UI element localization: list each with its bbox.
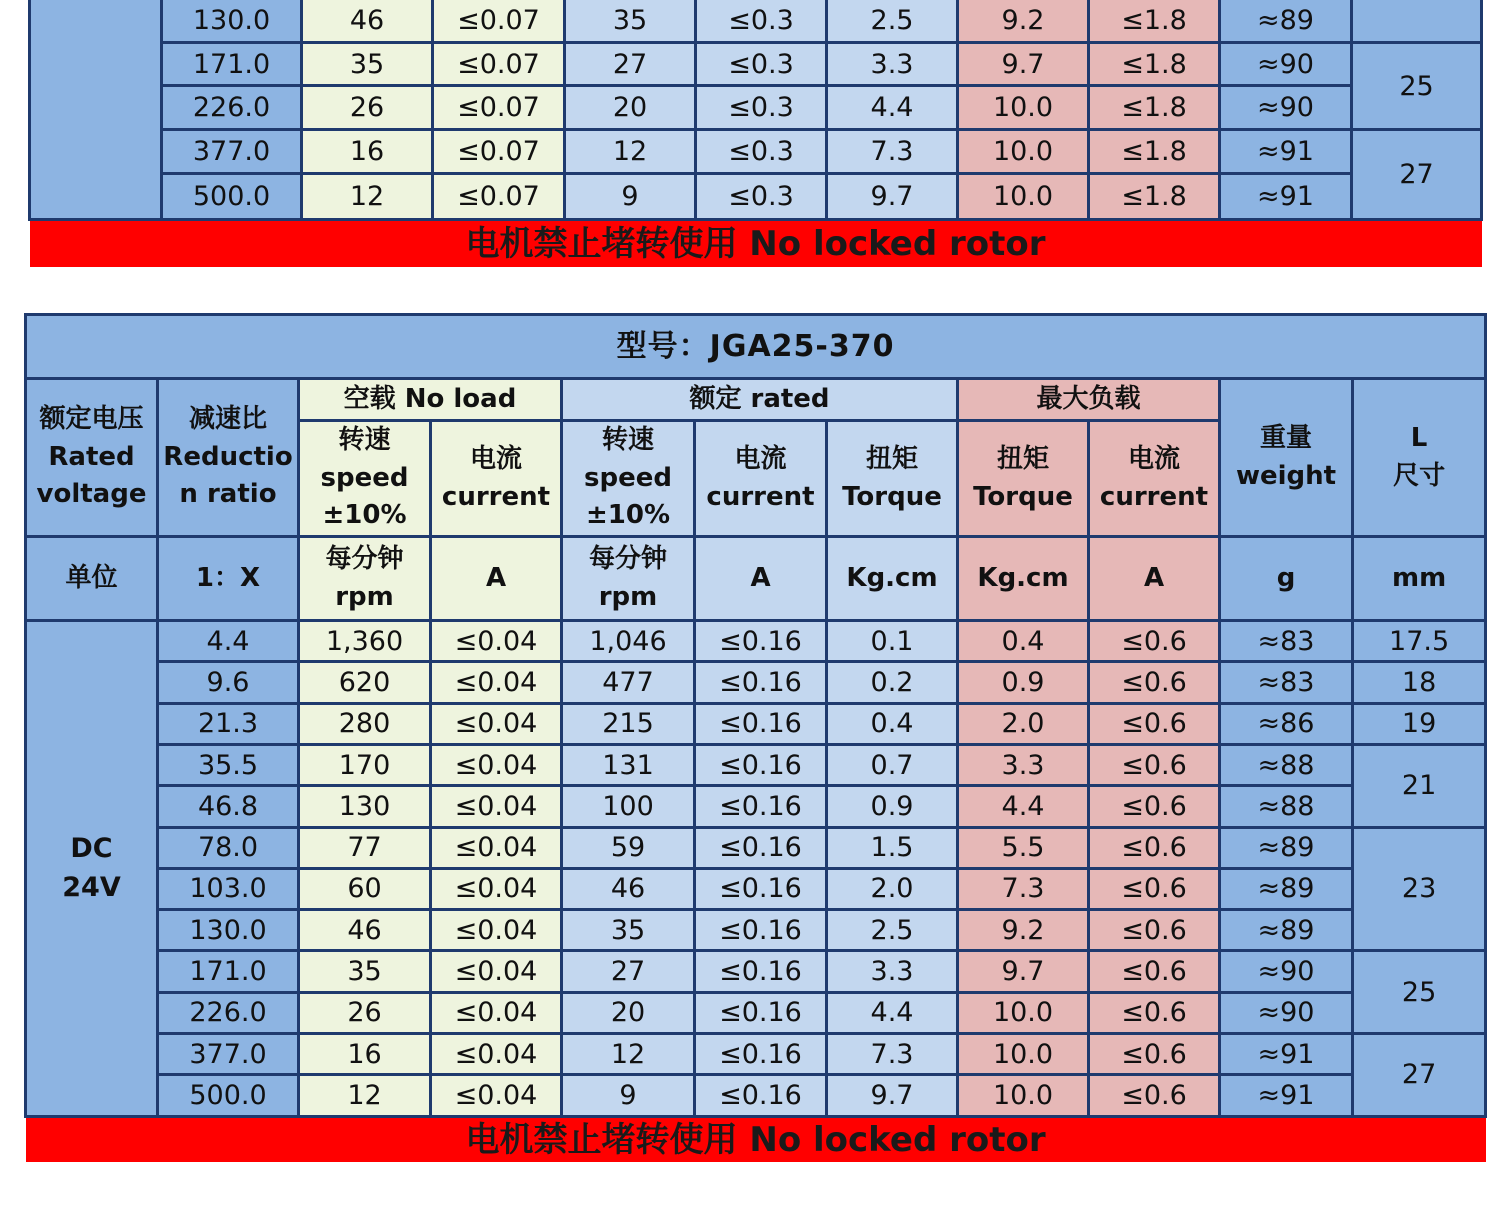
max-torque-cell: 5.5 (958, 827, 1089, 868)
rated-current-cell: ≤0.16 (695, 703, 827, 744)
unit-text: 每分钟 (325, 543, 404, 574)
length-cell: 19 (1353, 703, 1486, 744)
ratio-cell: 130.0 (162, 0, 302, 43)
length-cell: 17.5 (1353, 621, 1486, 662)
table-row (30, 86, 1482, 130)
max-torque-cell: 10.0 (958, 174, 1089, 220)
weight-cell: ≈83 (1220, 662, 1353, 703)
header-text: 电流 (469, 443, 522, 474)
rated-torque-cell: 9.7 (827, 174, 958, 220)
rated-speed-cell: 27 (562, 951, 695, 992)
no-locked-rotor-warning: 电机禁止堵转使用 No locked rotor (26, 1116, 1486, 1162)
table-row (26, 744, 1486, 785)
rated-torque-cell: 3.3 (827, 43, 958, 86)
noload-speed-cell: 46 (302, 0, 433, 43)
header-text: current (1099, 481, 1209, 512)
rated-torque-cell: 0.7 (827, 744, 958, 785)
noload-current-cell: ≤0.07 (433, 86, 565, 130)
noload-speed-cell: 280 (299, 703, 431, 744)
max-current-cell: ≤0.6 (1089, 868, 1220, 909)
weight-cell: ≈89 (1220, 868, 1353, 909)
weight-cell: ≈83 (1220, 621, 1353, 662)
warning-bar (26, 1116, 1486, 1162)
rated-current-header (695, 421, 827, 537)
header-text: 额定电压 (39, 404, 144, 434)
rated-speed-cell: 20 (562, 992, 695, 1033)
max-current-cell: ≤0.6 (1089, 621, 1220, 662)
rated-torque-cell: 0.4 (827, 703, 958, 744)
noload-current-cell: ≤0.04 (431, 827, 562, 868)
header-text: 尺寸 (1393, 460, 1446, 491)
noload-current-cell: ≤0.07 (433, 0, 565, 43)
rated-current-unit: A (695, 537, 827, 621)
max-torque-header (958, 421, 1089, 537)
max-torque-cell: 10.0 (958, 992, 1089, 1033)
rated-torque-unit: Kg.cm (827, 537, 958, 621)
max-current-cell: ≤0.6 (1089, 786, 1220, 827)
no-locked-rotor-warning: 电机禁止堵转使用 No locked rotor (30, 220, 1482, 267)
max-torque-cell: 10.0 (958, 130, 1089, 174)
noload-current-cell: ≤0.04 (431, 910, 562, 951)
header-text: speed (320, 462, 409, 493)
max-current-cell: ≤0.6 (1089, 910, 1220, 951)
max-torque-cell: 0.4 (958, 621, 1089, 662)
table-row (30, 43, 1482, 86)
noload-current-cell: ≤0.04 (431, 1034, 562, 1075)
max-current-cell: ≤1.8 (1089, 174, 1220, 220)
ratio-unit: 1：X (158, 537, 299, 621)
voltage-cell (30, 0, 162, 220)
noload-speed-cell: 16 (302, 130, 433, 174)
model-title: 型号：JGA25-370 (26, 315, 1486, 379)
weight-cell: ≈88 (1220, 786, 1353, 827)
table-row (26, 951, 1486, 992)
ratio-cell: 4.4 (158, 621, 299, 662)
rated-speed-header (562, 421, 695, 537)
ratio-cell: 78.0 (158, 827, 299, 868)
noload-current-cell: ≤0.04 (431, 662, 562, 703)
rated-current-cell: ≤0.16 (695, 992, 827, 1033)
noload-speed-cell: 130 (299, 786, 431, 827)
header-text: Torque (842, 481, 942, 512)
top-spec-table (28, 0, 1483, 267)
max-torque-cell: 9.2 (958, 0, 1089, 43)
noload-current-cell: ≤0.07 (433, 130, 565, 174)
length-unit: mm (1353, 537, 1486, 621)
max-current-cell: ≤0.6 (1089, 827, 1220, 868)
rated-speed-cell: 12 (565, 130, 696, 174)
max-torque-cell: 9.7 (958, 951, 1089, 992)
weight-cell: ≈89 (1220, 0, 1352, 43)
rated-current-cell: ≤0.16 (695, 1075, 827, 1116)
table-row (26, 621, 1486, 662)
max-current-cell: ≤0.6 (1089, 951, 1220, 992)
table-row (26, 1034, 1486, 1075)
weight-cell: ≈91 (1220, 130, 1352, 174)
noload-current-cell: ≤0.04 (431, 992, 562, 1033)
ratio-cell: 377.0 (162, 130, 302, 174)
header-text: Torque (973, 481, 1073, 512)
header-text: weight (1235, 460, 1337, 491)
noload-current-cell: ≤0.07 (433, 174, 565, 220)
max-current-header (1089, 421, 1220, 537)
ratio-cell: 9.6 (158, 662, 299, 703)
header-text: ±10% (322, 500, 407, 531)
rated-torque-cell: 0.9 (827, 786, 958, 827)
rated-speed-cell: 12 (562, 1034, 695, 1075)
length-cell: 21 (1353, 744, 1486, 827)
max-current-cell: ≤0.6 (1089, 662, 1220, 703)
max-current-unit: A (1089, 537, 1220, 621)
rated-speed-cell: 1,046 (562, 621, 695, 662)
ratio-cell: 500.0 (158, 1075, 299, 1116)
weight-header (1220, 379, 1353, 537)
weight-cell: ≈90 (1220, 86, 1352, 130)
header-text: 重量 (1259, 422, 1312, 453)
ratio-cell: 103.0 (158, 868, 299, 909)
noload-current-cell: ≤0.04 (431, 868, 562, 909)
noload-current-cell: ≤0.04 (431, 951, 562, 992)
warning-bar (30, 220, 1482, 267)
rated-current-cell: ≤0.3 (696, 130, 827, 174)
weight-cell: ≈91 (1220, 174, 1352, 220)
header-text: speed (584, 462, 672, 493)
header-text: current (441, 481, 551, 512)
rated-torque-cell: 2.5 (827, 910, 958, 951)
max-torque-cell: 7.3 (958, 868, 1089, 909)
rated-current-cell: ≤0.16 (695, 910, 827, 951)
ratio-cell: 171.0 (158, 951, 299, 992)
ratio-cell: 171.0 (162, 43, 302, 86)
rated-speed-cell: 100 (562, 786, 695, 827)
header-text: 转速 (338, 425, 391, 455)
rated-speed-unit (562, 537, 695, 621)
ratio-cell: 130.0 (158, 910, 299, 951)
rated-header: 额定 rated (562, 379, 958, 421)
voltage-cell (26, 621, 158, 1117)
rated-torque-cell: 4.4 (827, 86, 958, 130)
weight-cell: ≈90 (1220, 43, 1352, 86)
length-cell (1352, 0, 1482, 43)
ratio-cell: 21.3 (158, 703, 299, 744)
rated-current-cell: ≤0.3 (696, 86, 827, 130)
rated-current-cell: ≤0.3 (696, 43, 827, 86)
length-cell: 23 (1353, 827, 1486, 951)
max-current-cell: ≤0.6 (1089, 1034, 1220, 1075)
weight-cell: ≈90 (1220, 992, 1353, 1033)
max-current-cell: ≤0.6 (1089, 992, 1220, 1033)
header-text: 减速比 (188, 404, 267, 434)
max-load-header: 最大负载 (958, 379, 1220, 421)
rated-current-cell: ≤0.16 (695, 868, 827, 909)
table-row (26, 703, 1486, 744)
rated-speed-cell: 59 (562, 827, 695, 868)
length-cell: 27 (1353, 1034, 1486, 1117)
noload-speed-cell: 16 (299, 1034, 431, 1075)
rated-current-cell: ≤0.16 (695, 951, 827, 992)
max-torque-cell: 10.0 (958, 1075, 1089, 1116)
model-title-row (26, 315, 1486, 379)
rated-voltage-header (26, 379, 158, 537)
header-text: n ratio (179, 479, 277, 510)
noload-speed-unit (299, 537, 431, 621)
max-current-cell: ≤0.6 (1089, 703, 1220, 744)
noload-speed-header (299, 421, 431, 537)
rated-torque-cell: 0.1 (827, 621, 958, 662)
max-torque-cell: 10.0 (958, 1034, 1089, 1075)
noload-speed-cell: 46 (299, 910, 431, 951)
max-torque-cell: 9.2 (958, 910, 1089, 951)
voltage-text: 24V (62, 872, 121, 904)
noload-speed-cell: 12 (299, 1075, 431, 1116)
ratio-cell: 226.0 (158, 992, 299, 1033)
max-torque-cell: 10.0 (958, 86, 1089, 130)
max-current-cell: ≤0.6 (1089, 1075, 1220, 1116)
rated-torque-cell: 7.3 (827, 1034, 958, 1075)
noload-current-cell: ≤0.04 (431, 1075, 562, 1116)
rated-current-cell: ≤0.3 (696, 174, 827, 220)
noload-current-cell: ≤0.07 (433, 43, 565, 86)
header-text: 扭矩 (865, 443, 918, 474)
noload-speed-cell: 26 (302, 86, 433, 130)
noload-speed-cell: 12 (302, 174, 433, 220)
table-row (30, 0, 1482, 43)
header-text: L (1410, 422, 1428, 453)
rated-speed-cell: 46 (562, 868, 695, 909)
weight-cell: ≈91 (1220, 1075, 1353, 1116)
noload-speed-cell: 35 (299, 951, 431, 992)
rated-current-cell: ≤0.16 (695, 1034, 827, 1075)
table-row (26, 827, 1486, 868)
rated-torque-cell: 9.7 (827, 1075, 958, 1116)
unit-text: rpm (598, 581, 658, 612)
rated-torque-header (827, 421, 958, 537)
noload-speed-cell: 620 (299, 662, 431, 703)
weight-cell: ≈91 (1220, 1034, 1353, 1075)
noload-current-unit: A (431, 537, 562, 621)
rated-speed-cell: 35 (565, 0, 696, 43)
weight-cell: ≈90 (1220, 951, 1353, 992)
length-cell: 27 (1352, 130, 1482, 220)
max-torque-cell: 9.7 (958, 43, 1089, 86)
noload-current-cell: ≤0.04 (431, 744, 562, 785)
ratio-cell: 35.5 (158, 744, 299, 785)
rated-speed-cell: 9 (565, 174, 696, 220)
weight-unit: g (1220, 537, 1353, 621)
weight-cell: ≈89 (1220, 910, 1353, 951)
noload-speed-cell: 1,360 (299, 621, 431, 662)
rated-torque-cell: 0.2 (827, 662, 958, 703)
noload-speed-cell: 26 (299, 992, 431, 1033)
max-current-cell: ≤1.8 (1089, 86, 1220, 130)
max-current-cell: ≤1.8 (1089, 43, 1220, 86)
header-text: 电流 (734, 443, 787, 474)
noload-speed-cell: 77 (299, 827, 431, 868)
header-text: ±10% (585, 500, 671, 531)
rated-speed-cell: 27 (565, 43, 696, 86)
rated-speed-cell: 477 (562, 662, 695, 703)
units-row (26, 537, 1486, 621)
rated-torque-cell: 7.3 (827, 130, 958, 174)
table-row (26, 868, 1486, 909)
max-current-cell: ≤1.8 (1089, 0, 1220, 43)
length-cell: 18 (1353, 662, 1486, 703)
weight-cell: ≈89 (1220, 827, 1353, 868)
header-text: 转速 (601, 425, 654, 455)
max-torque-unit: Kg.cm (958, 537, 1089, 621)
noload-current-cell: ≤0.04 (431, 786, 562, 827)
reduction-ratio-header (158, 379, 299, 537)
max-torque-cell: 0.9 (958, 662, 1089, 703)
header-text: 扭矩 (996, 443, 1049, 474)
header-text: current (706, 481, 815, 512)
length-cell: 25 (1353, 951, 1486, 1034)
weight-cell: ≈86 (1220, 703, 1353, 744)
unit-text: 每分钟 (588, 543, 667, 574)
rated-torque-cell: 3.3 (827, 951, 958, 992)
rated-torque-cell: 2.5 (827, 0, 958, 43)
rated-current-cell: ≤0.16 (695, 662, 827, 703)
noload-current-cell: ≤0.04 (431, 621, 562, 662)
rated-current-cell: ≤0.16 (695, 786, 827, 827)
noload-current-cell: ≤0.04 (431, 703, 562, 744)
rated-torque-cell: 1.5 (827, 827, 958, 868)
voltage-text: DC (70, 833, 113, 865)
header-text: 电流 (1127, 443, 1180, 474)
length-cell: 25 (1352, 43, 1482, 130)
rated-speed-cell: 20 (565, 86, 696, 130)
ratio-cell: 226.0 (162, 86, 302, 130)
weight-cell: ≈88 (1220, 744, 1353, 785)
unit-label: 单位 (26, 537, 158, 621)
rated-speed-cell: 35 (562, 910, 695, 951)
header-text: Rated (48, 441, 135, 472)
rated-current-cell: ≤0.3 (696, 0, 827, 43)
table-row (26, 786, 1486, 827)
max-torque-cell: 3.3 (958, 744, 1089, 785)
rated-torque-cell: 4.4 (827, 992, 958, 1033)
rated-current-cell: ≤0.16 (695, 827, 827, 868)
ratio-cell: 46.8 (158, 786, 299, 827)
max-current-cell: ≤1.8 (1089, 130, 1220, 174)
noload-speed-cell: 60 (299, 868, 431, 909)
header-row (26, 379, 1486, 421)
table-row (26, 1075, 1486, 1116)
rated-speed-cell: 131 (562, 744, 695, 785)
rated-torque-cell: 2.0 (827, 868, 958, 909)
noload-speed-cell: 35 (302, 43, 433, 86)
rated-current-cell: ≤0.16 (695, 621, 827, 662)
max-torque-cell: 4.4 (958, 786, 1089, 827)
noload-speed-cell: 170 (299, 744, 431, 785)
header-text: voltage (36, 479, 147, 510)
table-row (26, 662, 1486, 703)
table-row (30, 130, 1482, 174)
jga25-370-spec-table (24, 313, 1487, 1162)
rated-speed-cell: 9 (562, 1075, 695, 1116)
table-row (26, 992, 1486, 1033)
table-row (26, 910, 1486, 951)
table-row (30, 174, 1482, 220)
length-header (1353, 379, 1486, 537)
no-load-header: 空载 No load (299, 379, 562, 421)
rated-current-cell: ≤0.16 (695, 744, 827, 785)
max-torque-cell: 2.0 (958, 703, 1089, 744)
ratio-cell: 500.0 (162, 174, 302, 220)
ratio-cell: 377.0 (158, 1034, 299, 1075)
max-current-cell: ≤0.6 (1089, 744, 1220, 785)
rated-speed-cell: 215 (562, 703, 695, 744)
unit-text: rpm (335, 581, 394, 612)
noload-current-header (431, 421, 562, 537)
header-text: Reductio (163, 441, 293, 472)
